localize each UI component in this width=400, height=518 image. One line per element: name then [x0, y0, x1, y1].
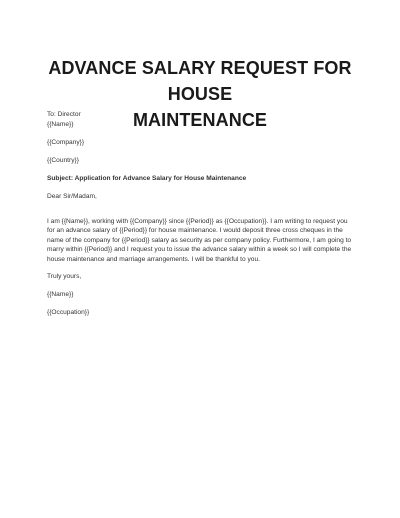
- recipient-company: {{Company}}: [47, 139, 85, 146]
- signature-occupation: {{Occupation}}: [47, 309, 90, 316]
- body-line: house maintenance and marriage arrangements. I will be thankful to you.: [47, 255, 260, 263]
- salutation: Dear Sir/Madam,: [47, 193, 97, 200]
- closing: Truly yours,: [47, 273, 82, 280]
- recipient-line: To: Director: [47, 111, 81, 118]
- body-line: marry within {{Period}} and I request you to issue the advance salary within a week so I will complete the: [47, 246, 352, 254]
- document-title: [20, 55, 380, 133]
- body-line: for an advance salary of {{Period}} for house maintenance. I would deposit three cross cheques in the: [47, 227, 343, 235]
- body-paragraph: [47, 217, 365, 264]
- title-line-2: MAINTENANCE: [132, 110, 268, 130]
- title-line-1: ADVANCE SALARY REQUEST FOR HOUSE: [48, 58, 352, 104]
- body-line: name of the company for {{Period}} salary as security as per company policy. Furthermore, I am going to: [47, 236, 352, 244]
- body-line: I am {{Name}}, working with {{Company}} since {{Period}} as {{Occupation}}. I am writing to request you: [47, 218, 348, 225]
- recipient-country: {{Country}}: [47, 157, 79, 164]
- recipient-name: {{Name}}: [47, 121, 74, 128]
- signature-name: {{Name}}: [47, 291, 74, 298]
- subject-line: Subject: Application for Advance Salary for House Maintenance: [47, 175, 247, 182]
